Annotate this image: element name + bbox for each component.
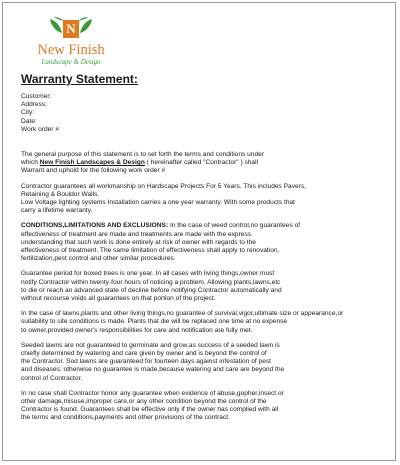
field-customer: Customer: [21, 93, 52, 100]
logo-mark [47, 15, 95, 45]
guarantee-paragraph: Contractor guarantees all workmanship on Hardscape Projects For 5 Years. This includes Pavers, Retaining & Bouldor Walls. Low Voltage lighting systems Installation carries a one year warranty. With some products that carry a lifetime warranty. [21, 182, 307, 215]
field-city: City: [21, 109, 35, 117]
honor-paragraph: In no case shall Contractor honor any guarantee when evidence of abuse,gopher,insect or other damage,misuse,improper care,or any other condition beyond the control of the Contractor is found. Guarantees shall be effective only if the owner has complied with all the terms and conditions,payments and other provisions of the contract. [21, 389, 284, 422]
company-logo [31, 15, 111, 73]
field-work-order: Work order # [21, 125, 59, 133]
logo-company-name: New Finish [37, 42, 105, 58]
warranty-body [21, 151, 381, 430]
logo-letter: N [63, 20, 79, 38]
seeded-lawns-paragraph: Seeded lawns are not guaranteed to germinate and grow,as success of a seeded lawn is chiefly determined by watering and care given by owner and is beyond the control of the Contractor. Sod lawns are guaranteed for fourteen days against infestation of pest and diseases; otherwise no guarantee is made,because watering and care are beyond the control of Contractor. [21, 341, 285, 382]
customer-fields [21, 93, 381, 134]
intro-paragraph: The general purpose of this statement is to set forth the terms and conditions under which New Finish Landscapes & Design ( hereinafter called "Contractor" ) shall Warrant and uphold for the following work order # [21, 151, 265, 175]
field-date: Date: [21, 117, 37, 125]
document-title: Warranty Statement: [21, 72, 138, 86]
conditions-paragraph: CONDITIONS,LIMITATIONS AND EXCLUSIONS: In the case of weed control,no guarantees of effectiveness of treatment are made and treatments are made with the express understanding that such work is done entirely at risk of owner with regards to the effectiveness of treatment. The same limitation of effectiveness shall apply to renovation, fertilization,pest control and other similar procedures. [21, 222, 301, 263]
company-name: New Finish Landscapes & Design [39, 159, 145, 167]
conditions-heading: CONDITIONS,LIMITATIONS AND EXCLUSIONS: [21, 222, 169, 230]
logo-tagline: Landscape & Design [41, 58, 101, 66]
field-address: Address: [21, 101, 48, 109]
trees-paragraph: Guarantee period for boxed trees is one year. In all cases with living things,owner must notify Contractor within twenty-four hours of noticing a problem. Allowing plants,lawns,etc to die or reach an advanced state of decline before notifying Contractor automatically and without recourse voids all guarantees on that portion of the project. [21, 270, 282, 303]
lawns-paragraph: In the case of lawns,plants and other living things,no guarantee of survival,vigor,ultimate size or appearance,or suitability to site conditions is made. Plants that die will be replaced one time at no expense to owner,provided owner's responsibilities for care and notification are fully met. [21, 310, 344, 334]
warranty-document [2, 2, 396, 461]
